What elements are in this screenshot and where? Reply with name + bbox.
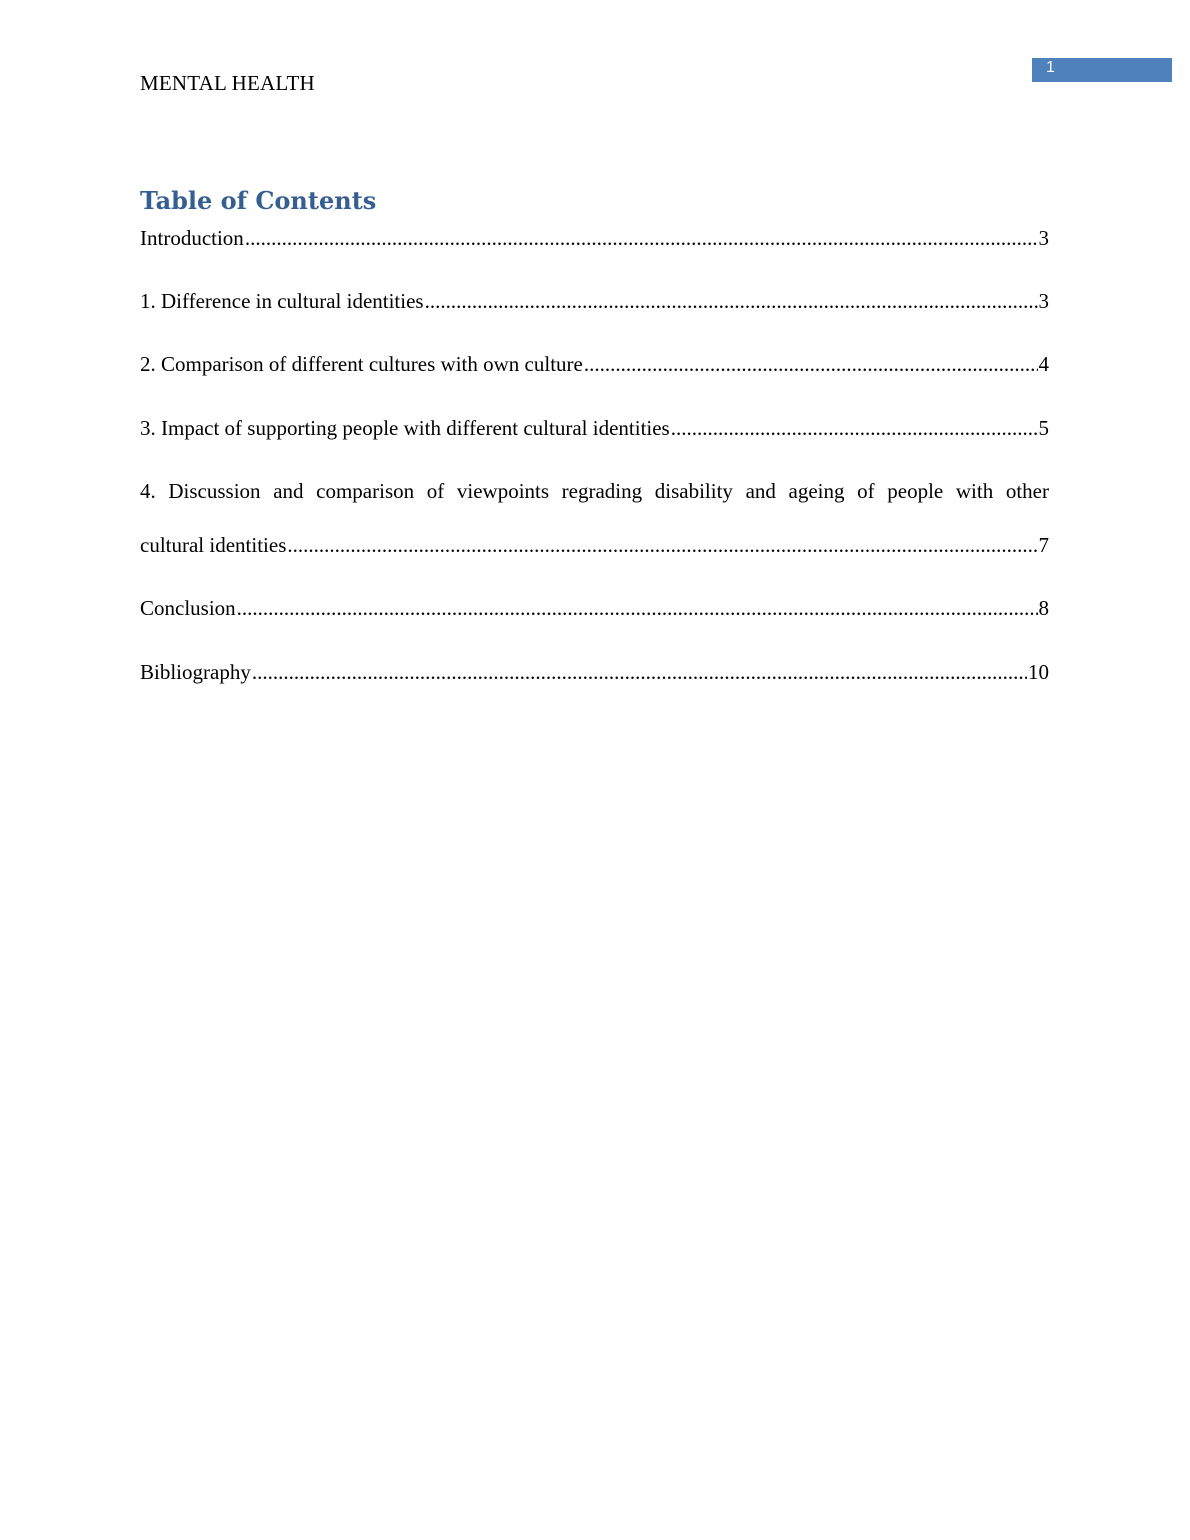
toc-entry-title-line2: cultural identities xyxy=(140,533,287,557)
toc-entry-title: Bibliography xyxy=(140,660,251,684)
toc-entry-title: 1. Difference in cultural identities xyxy=(140,289,424,313)
toc-entry-impact-supporting[interactable] xyxy=(140,416,1049,440)
toc-entry-title: Conclusion xyxy=(140,596,236,620)
toc-entry-bibliography[interactable] xyxy=(140,660,1049,684)
toc-entry-page: 5 xyxy=(1038,416,1049,440)
dot-leader xyxy=(237,596,1038,620)
toc-entry-title-line1: 4. Discussion and comparison of viewpoints regrading disability and ageing of people with other xyxy=(140,479,1049,503)
dot-leader xyxy=(287,533,1037,557)
toc-entry-comparison-cultures[interactable] xyxy=(140,352,1049,376)
toc-heading: Table of Contents xyxy=(140,186,377,215)
dot-leader xyxy=(671,416,1038,440)
toc-entry-conclusion[interactable] xyxy=(140,596,1049,620)
toc-entry-line2 xyxy=(140,533,1049,557)
dot-leader xyxy=(245,226,1038,250)
dot-leader xyxy=(584,352,1038,376)
toc-entry-introduction[interactable] xyxy=(140,226,1049,250)
toc-entry-title: 3. Impact of supporting people with different cultural identities xyxy=(140,416,670,440)
running-head: MENTAL HEALTH xyxy=(140,71,315,95)
toc-entry-page: 3 xyxy=(1038,289,1049,313)
toc-entry-difference-cultural-identities[interactable] xyxy=(140,289,1049,313)
page-number-box xyxy=(1032,58,1172,82)
dot-leader xyxy=(425,289,1038,313)
dot-leader xyxy=(252,660,1027,684)
toc-entry-page: 8 xyxy=(1038,596,1049,620)
toc-entry-title: 2. Comparison of different cultures with own culture xyxy=(140,352,583,376)
page-number: 1 xyxy=(1046,59,1055,76)
toc-entry-page: 7 xyxy=(1038,533,1049,557)
toc-entry-title: Introduction xyxy=(140,226,244,250)
toc-entry-page: 4 xyxy=(1038,352,1049,376)
toc-entry-page: 10 xyxy=(1028,660,1049,684)
toc-entry-page: 3 xyxy=(1038,226,1049,250)
